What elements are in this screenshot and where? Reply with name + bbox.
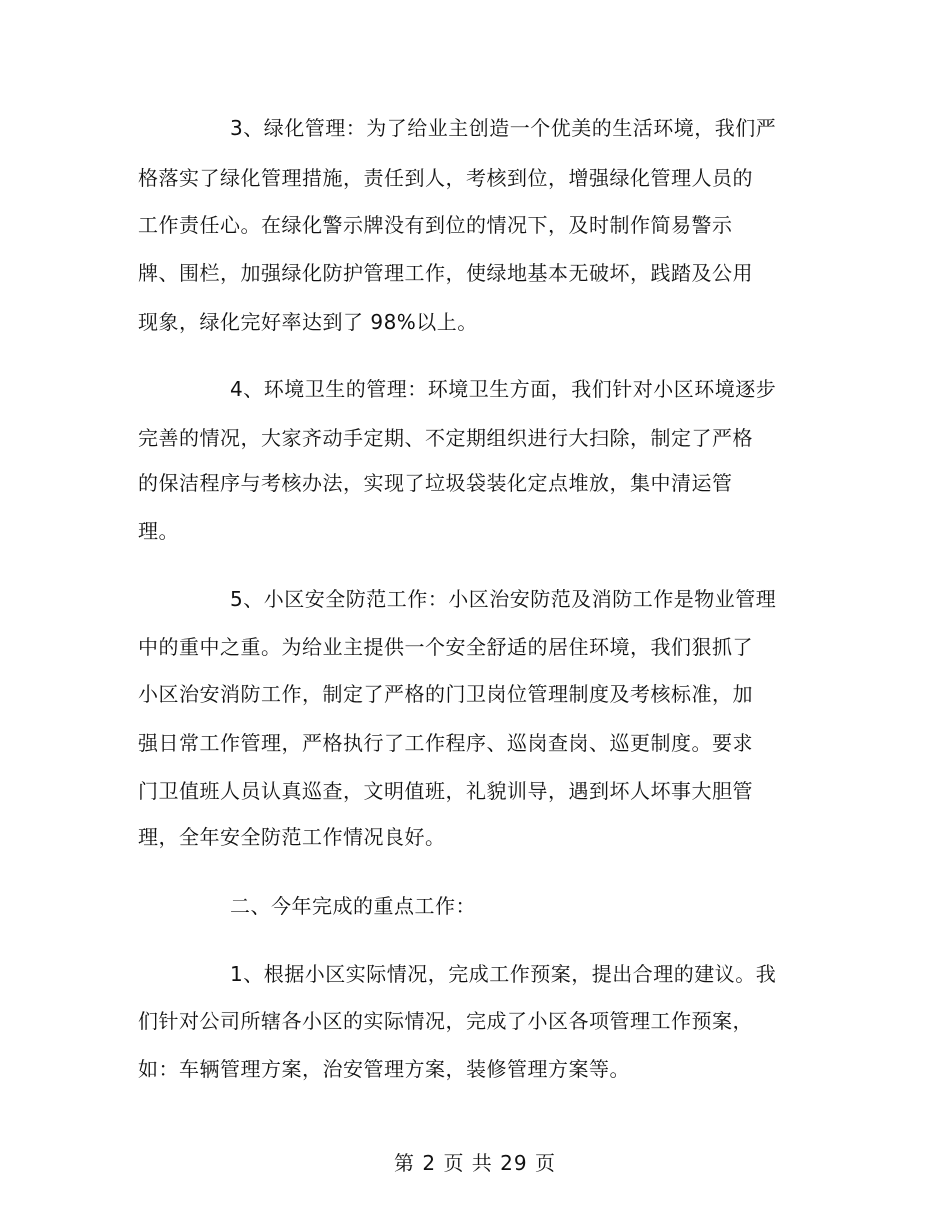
section-heading: 二、今年完成的重点工作： [230, 894, 476, 918]
paragraph-line: 现象，绿化完好率达到了 98%以上。 [138, 310, 478, 334]
paragraph-line: 4、环境卫生的管理：环境卫生方面，我们针对小区环境逐步 [230, 377, 777, 401]
paragraph-line: 强日常工作管理，严格执行了工作程序、巡岗查岗、巡更制度。要求 [138, 731, 753, 755]
paragraph-line: 格落实了绿化管理措施，责任到人，考核到位，增强绿化管理人员的 [138, 166, 753, 190]
paragraph-line: 1、根据小区实际情况，完成工作预案，提出合理的建议。我 [230, 962, 777, 986]
paragraph-line: 3、绿化管理：为了给业主创造一个优美的生活环境，我们严 [230, 116, 777, 140]
paragraph-line: 工作责任心。在绿化警示牌没有到位的情况下，及时制作简易警示 [138, 213, 733, 237]
paragraph-line: 理，全年安全防范工作情况良好。 [138, 825, 446, 849]
paragraph-line: 的保洁程序与考核办法，实现了垃圾袋装化定点堆放，集中清运管 [138, 471, 733, 495]
paragraph-line: 牌、围栏，加强绿化防护管理工作，使绿地基本无破坏，践踏及公用 [138, 261, 753, 285]
paragraph-line: 理。 [138, 519, 179, 543]
paragraph-line: 如：车辆管理方案，治安管理方案，装修管理方案等。 [138, 1057, 630, 1081]
paragraph-line: 们针对公司所辖各小区的实际情况，完成了小区各项管理工作预案， [138, 1009, 753, 1033]
paragraph-line: 门卫值班人员认真巡查，文明值班，礼貌训导，遇到坏人坏事大胆管 [138, 779, 753, 803]
paragraph-line: 中的重中之重。为给业主提供一个安全舒适的居住环境，我们狠抓了 [138, 635, 753, 659]
paragraph-line: 小区治安消防工作，制定了严格的门卫岗位管理制度及考核标准，加 [138, 682, 753, 706]
page-number-footer: 第 2 页 共 29 页 [394, 1151, 556, 1175]
paragraph-line: 5、小区安全防范工作：小区治安防范及消防工作是物业管理 [230, 587, 777, 611]
paragraph-line: 完善的情况，大家齐动手定期、不定期组织进行大扫除，制定了严格 [138, 426, 753, 450]
